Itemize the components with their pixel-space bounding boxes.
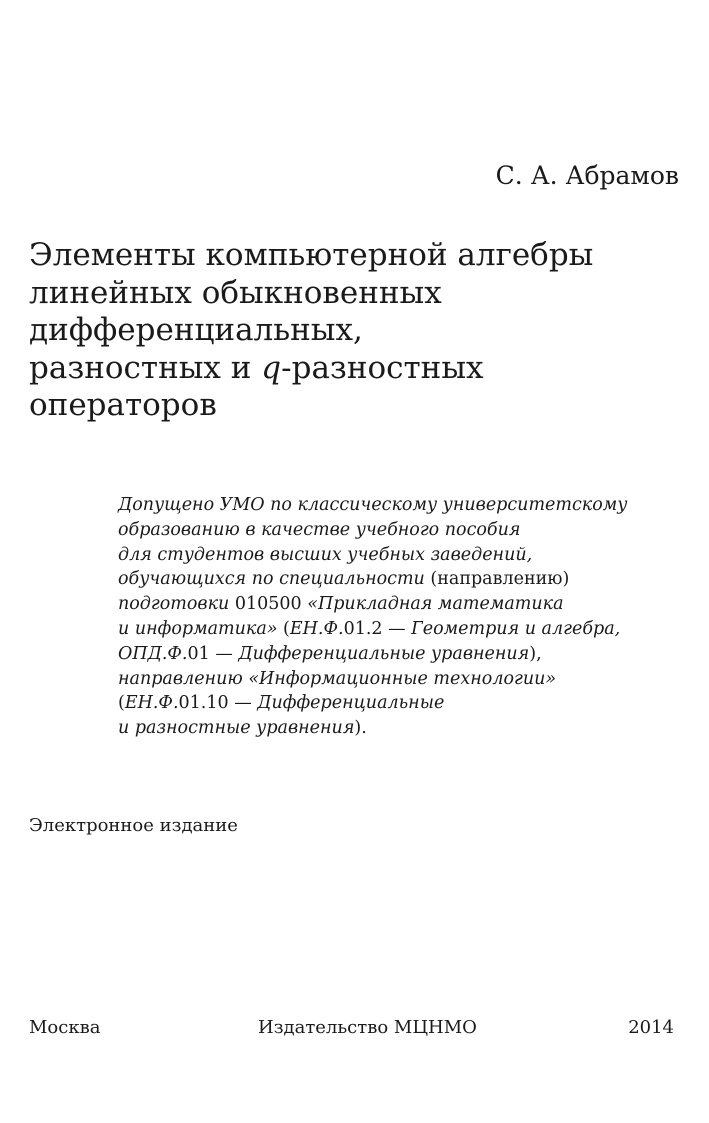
title-text: разностных и xyxy=(29,349,262,386)
title-line xyxy=(29,350,689,388)
imprint-city: Москва xyxy=(29,1017,101,1038)
approval-text: и разностные уравнения xyxy=(118,718,355,739)
approval-line xyxy=(118,716,688,741)
title-q-symbol: q xyxy=(261,349,282,386)
approval-line: образованию в качестве учебного пособия xyxy=(118,519,521,540)
approval-text: Дифференциальные уравнения xyxy=(238,643,530,664)
book-title xyxy=(29,237,689,425)
approval-text: ( xyxy=(118,693,125,714)
approval-text: Геометрия и алгебра, xyxy=(411,618,621,639)
approval-statement xyxy=(118,493,688,741)
approval-text: ( xyxy=(283,618,290,639)
approval-text: ЕН.Ф. xyxy=(124,693,179,714)
author-name: С. А. Абрамов xyxy=(495,161,679,190)
approval-text: 01 — xyxy=(187,643,239,664)
approval-text: ), xyxy=(529,643,542,664)
approval-text: подготовки xyxy=(118,594,235,615)
approval-text: 01.2 — xyxy=(343,618,412,639)
approval-text: ЕН.Ф. xyxy=(289,618,344,639)
approval-text: Дифференциальные xyxy=(257,693,445,714)
approval-line: направлению «Информационные технологии» xyxy=(118,668,557,689)
title-line: линейных обыкновенных xyxy=(29,274,442,311)
edition-note: Электронное издание xyxy=(29,815,238,836)
approval-line xyxy=(118,592,688,617)
approval-text: и информатика» xyxy=(118,618,284,639)
title-line: операторов xyxy=(29,387,217,423)
approval-line xyxy=(118,642,688,667)
approval-text: (направлению) xyxy=(430,569,570,590)
approval-line: для студентов высших учебных заведений, xyxy=(118,544,533,565)
approval-line xyxy=(118,691,688,716)
approval-line xyxy=(118,617,688,642)
title-text: -разностных xyxy=(281,349,484,386)
imprint xyxy=(29,1015,674,1041)
approval-text: ОПД.Ф. xyxy=(118,643,188,664)
specialty-code: 010500 xyxy=(234,594,308,615)
approval-text: ). xyxy=(354,718,367,739)
title-line: Элементы компьютерной алгебры xyxy=(29,237,594,273)
title-line: дифференциальных, xyxy=(29,312,363,348)
approval-text: обучающихся по специальности xyxy=(118,569,431,590)
approval-text: 01.10 — xyxy=(178,693,258,714)
approval-line: Допущено УМО по классическому университетскому xyxy=(118,495,628,515)
approval-text: «Прикладная математика xyxy=(307,594,564,615)
imprint-year: 2014 xyxy=(628,1017,674,1038)
imprint-publisher: Издательство МЦНМО xyxy=(258,1017,477,1038)
approval-line xyxy=(118,567,688,592)
